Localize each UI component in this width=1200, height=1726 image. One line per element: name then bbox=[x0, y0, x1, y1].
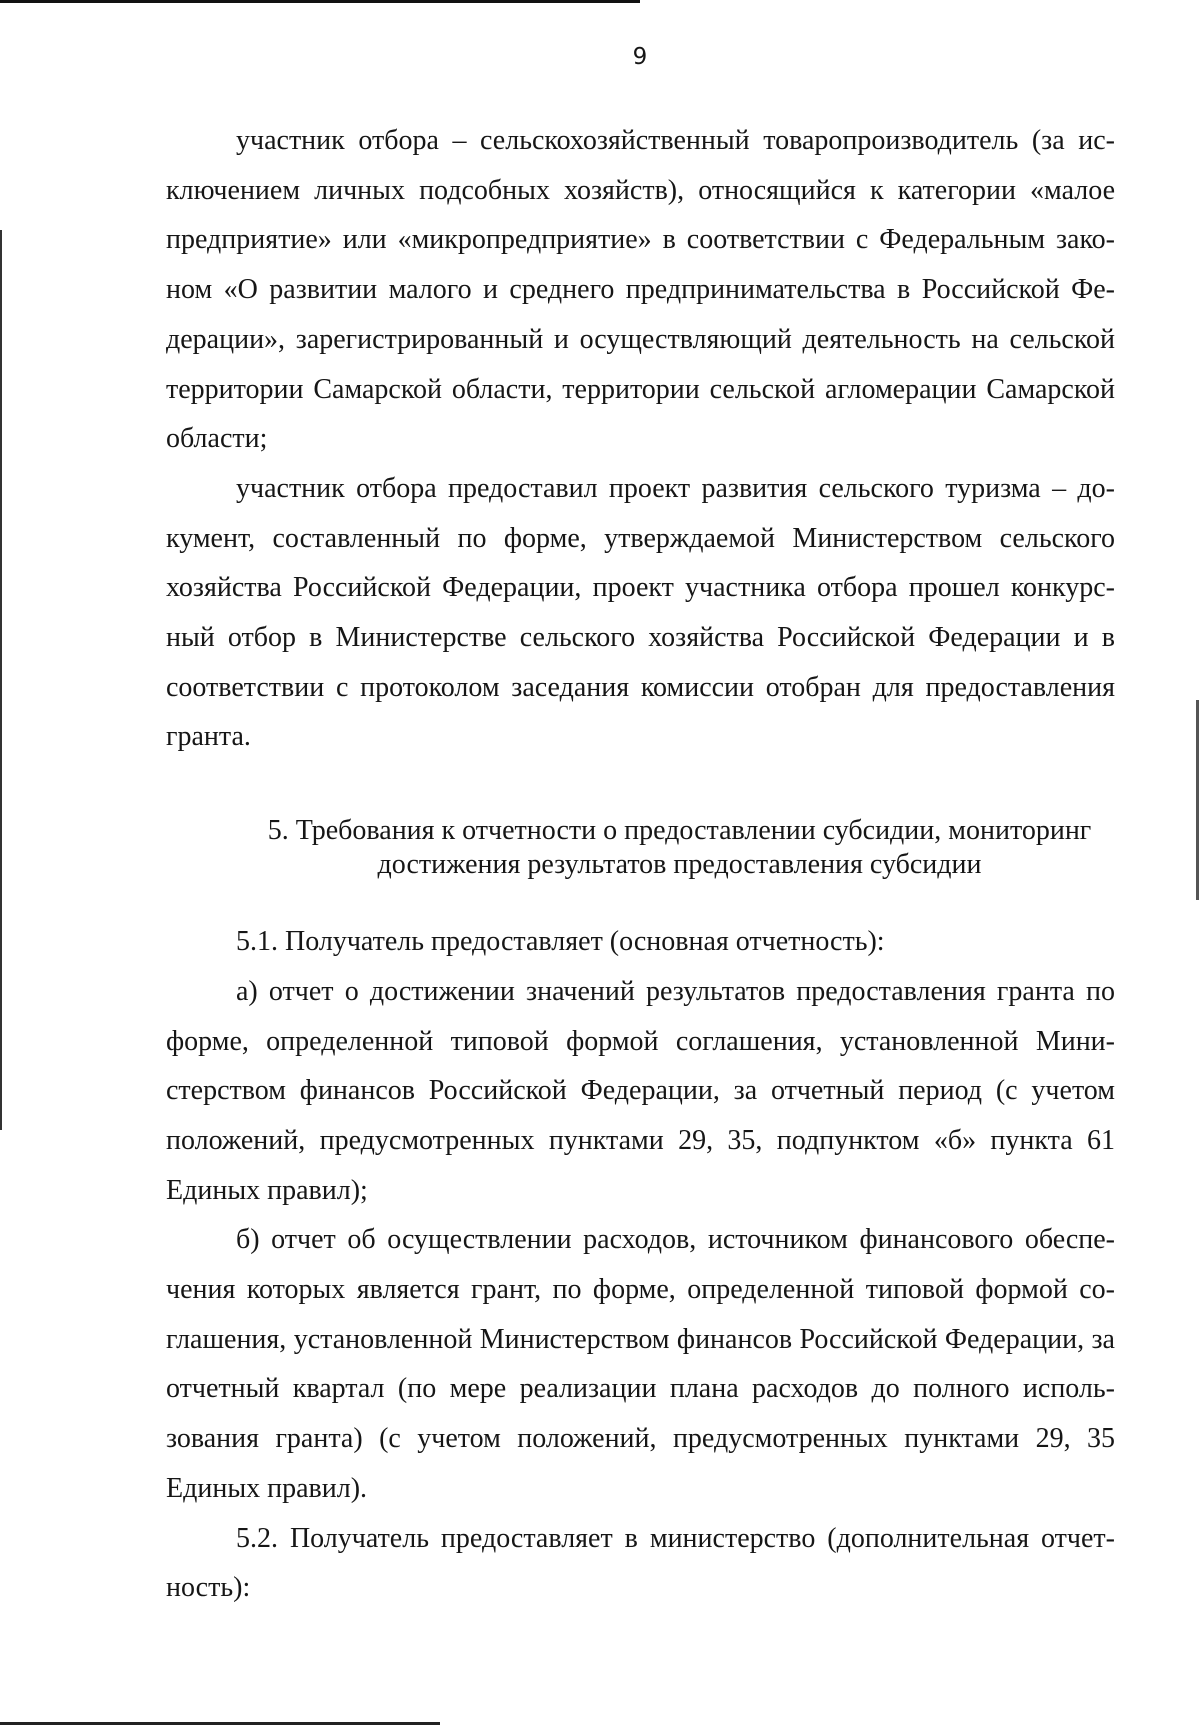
paragraph-5-1-b: б) отчет об осуществлении расходов, источником финансового обеспечения которых является грант, по форме, определенной типовой формой соглашения, установленной Министерством финансов Российской Федерации, за отчетный квартал (по мере реализации плана расходов до полного использования гранта) (с учетом положений, предусмотренных пунктами 29, 35 Единых правил). bbox=[166, 1224, 1115, 1504]
page-number: 9 bbox=[632, 44, 648, 70]
document-body bbox=[166, 116, 1115, 1613]
section-heading-line-2: достижения результатов предоставления субсидии bbox=[377, 849, 982, 881]
section-heading bbox=[166, 814, 1115, 882]
paragraph-5-1: 5.1. Получатель предоставляет (основная отчетность): bbox=[236, 926, 885, 958]
paragraph-5-2: 5.2. Получатель предоставляет в министерство (дополнительная отчетность): bbox=[166, 1522, 1115, 1604]
paragraph-participant-category: участник отбора – сельскохозяйственный товаропроизводитель (за исключением личных подсобных хозяйств), относящийся к категории «малое предприятие» или «микропредприятие» в соответствии с Федеральным законом «О развитии малого и среднего предпринимательства в Российской Федерации», зарегистрированный и осуществляющий деятельность на сельской территории Самарской области, территории сельской агломерации Самарской области; bbox=[166, 125, 1115, 455]
paragraph-participant-project: участник отбора предоставил проект развития сельского туризма – документ, составленный по форме, утверждаемой Министерством сельского хозяйства Российской Федерации, проект участника отбора прошел конкурсный отбор в Министерстве сельского хозяйства Российской Федерации и в соответствии с протоколом заседания комиссии отобран для предоставления гранта. bbox=[166, 472, 1115, 753]
scan-edge-left bbox=[0, 230, 2, 1130]
scan-edge-top bbox=[0, 0, 640, 3]
scan-edge-right bbox=[1196, 700, 1199, 900]
section-heading-line-1: 5. Требования к отчетности о предоставлении субсидии, мониторинг bbox=[267, 815, 1092, 847]
scan-edge-bottom bbox=[0, 1722, 440, 1725]
paragraph-5-1-a: а) отчет о достижении значений результатов предоставления гранта по форме, определенной типовой формой соглашения, установленной Министерством финансов Российской Федерации, за отчетный период (с учетом положений, предусмотренных пунктами 29, 35, подпунктом «б» пункта 61 Единых правил); bbox=[166, 975, 1115, 1206]
